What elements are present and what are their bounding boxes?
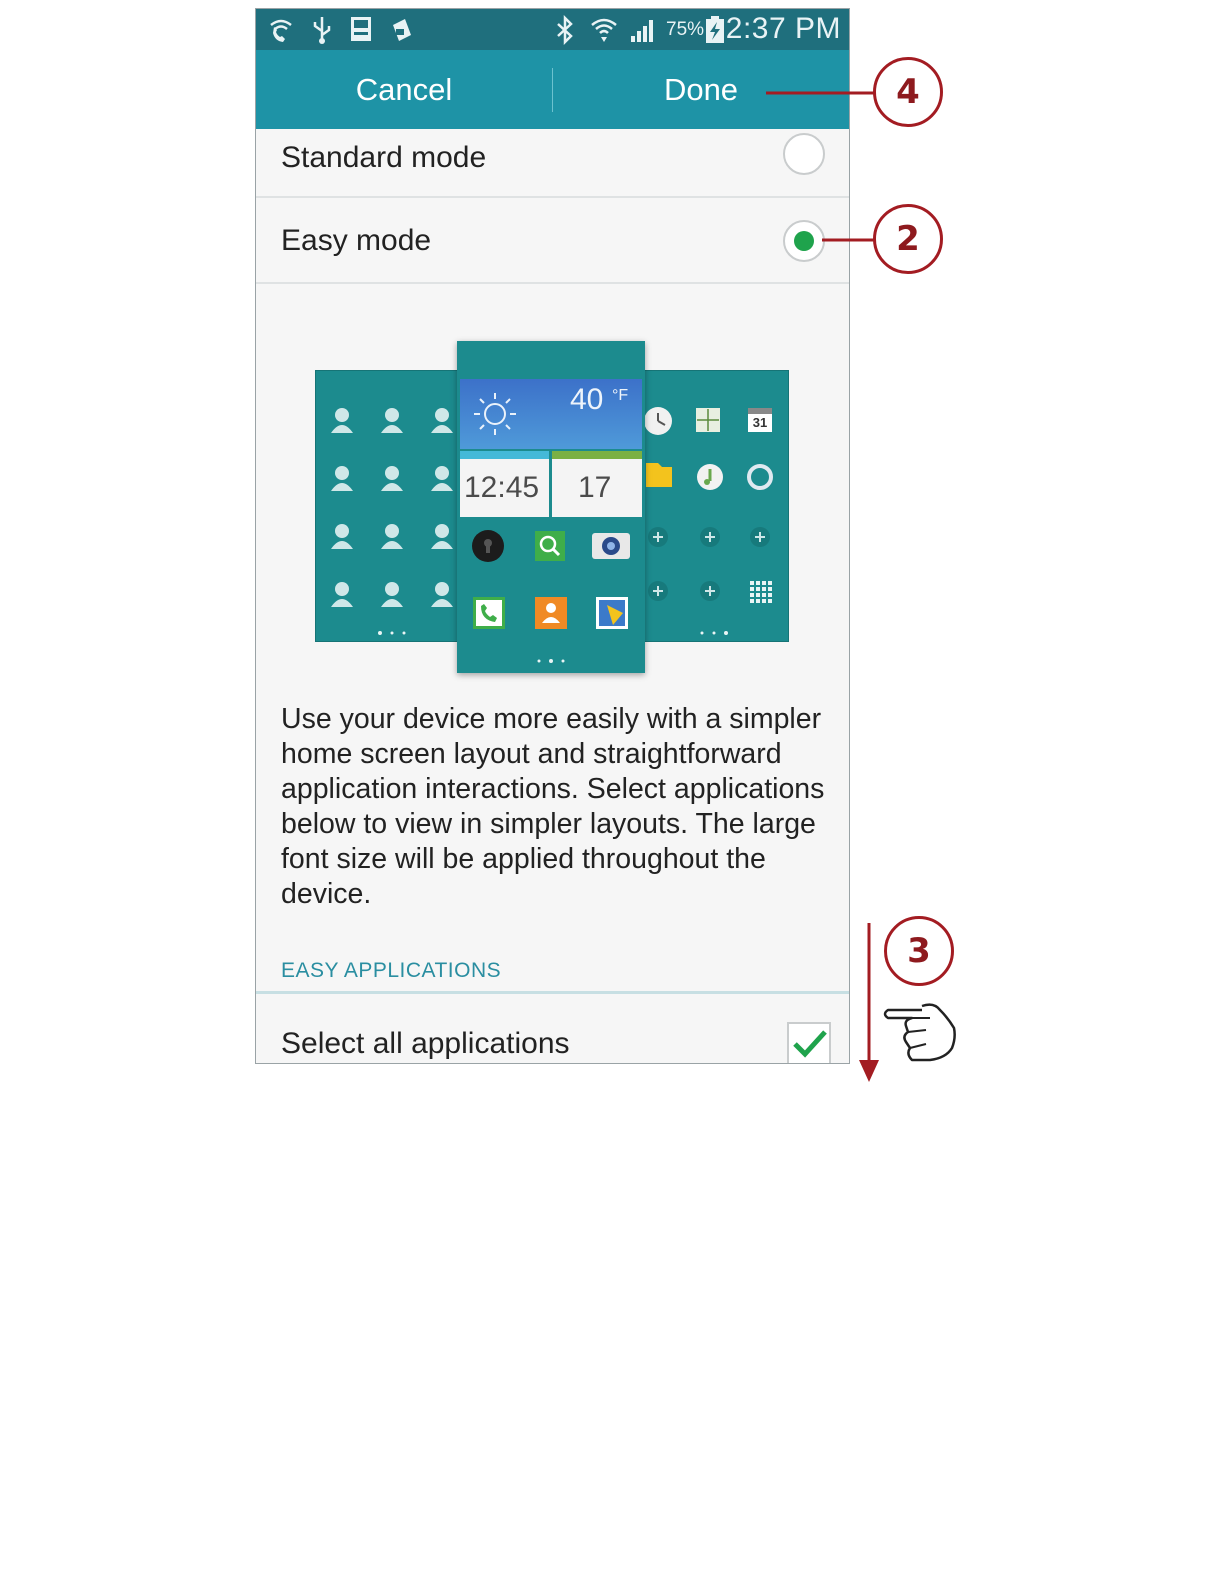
radio-selected-dot (794, 231, 814, 251)
battery-percent: 75% (666, 19, 705, 40)
sun-icon (470, 389, 520, 439)
calendar-widget (552, 451, 642, 517)
select-all-row[interactable] (256, 994, 849, 1064)
notification-icon (387, 15, 415, 45)
easy-mode-row[interactable] (256, 198, 849, 284)
signal-icon (628, 15, 658, 45)
callout-step-4: 4 (873, 57, 943, 127)
weather-widget (460, 379, 642, 449)
done-button[interactable]: Done (663, 71, 739, 107)
checkmark-icon (789, 1024, 829, 1064)
weather-unit: °F (612, 387, 629, 404)
easy-applications-header: EASY APPLICATIONS (281, 959, 502, 982)
apps-grid-icons (638, 371, 788, 641)
phone-screen (255, 8, 850, 1064)
battery-charging-icon (704, 15, 726, 45)
standard-mode-row[interactable] (256, 129, 849, 198)
easy-mode-description: Use your device more easily with a simpler home screen layout and straightforward application interactions. Select applications below to view in simpler layouts. The large font size will be applied throughout the device. (281, 703, 825, 910)
contact-grid-icons (316, 371, 466, 641)
select-all-checkbox[interactable] (787, 1022, 831, 1064)
standard-mode-radio[interactable] (783, 133, 825, 175)
callout-step-3: 3 (884, 916, 954, 986)
action-bar (256, 50, 849, 129)
hand-swipe-icon (882, 998, 960, 1068)
easy-mode-radio[interactable] (783, 220, 825, 262)
weather-temp: 40 (570, 383, 604, 416)
wifi-icon (589, 15, 619, 45)
standard-mode-label: Standard mode (281, 141, 487, 174)
status-clock: 2:37 PM (725, 12, 841, 45)
home-app-icons (457, 521, 645, 673)
usb-icon (311, 15, 333, 45)
easy-mode-label: Easy mode (281, 224, 432, 257)
calendar-icon-day: 31 (752, 415, 768, 430)
cancel-button[interactable]: Cancel (355, 71, 453, 107)
preview-apps-screen (638, 371, 788, 641)
sd-card-icon (348, 15, 374, 43)
easy-mode-preview (316, 341, 788, 673)
bluetooth-icon (554, 15, 576, 45)
clock-widget (460, 451, 549, 517)
callout-step-2: 2 (873, 204, 943, 274)
select-all-label: Select all applications (281, 1027, 570, 1060)
preview-home-screen (457, 341, 645, 673)
clock-widget-time: 12:45 (464, 471, 540, 504)
preview-contacts-screen (316, 371, 466, 641)
status-bar (256, 9, 849, 50)
wifi-call-icon (266, 15, 296, 45)
calendar-widget-day: 17 (578, 471, 612, 504)
